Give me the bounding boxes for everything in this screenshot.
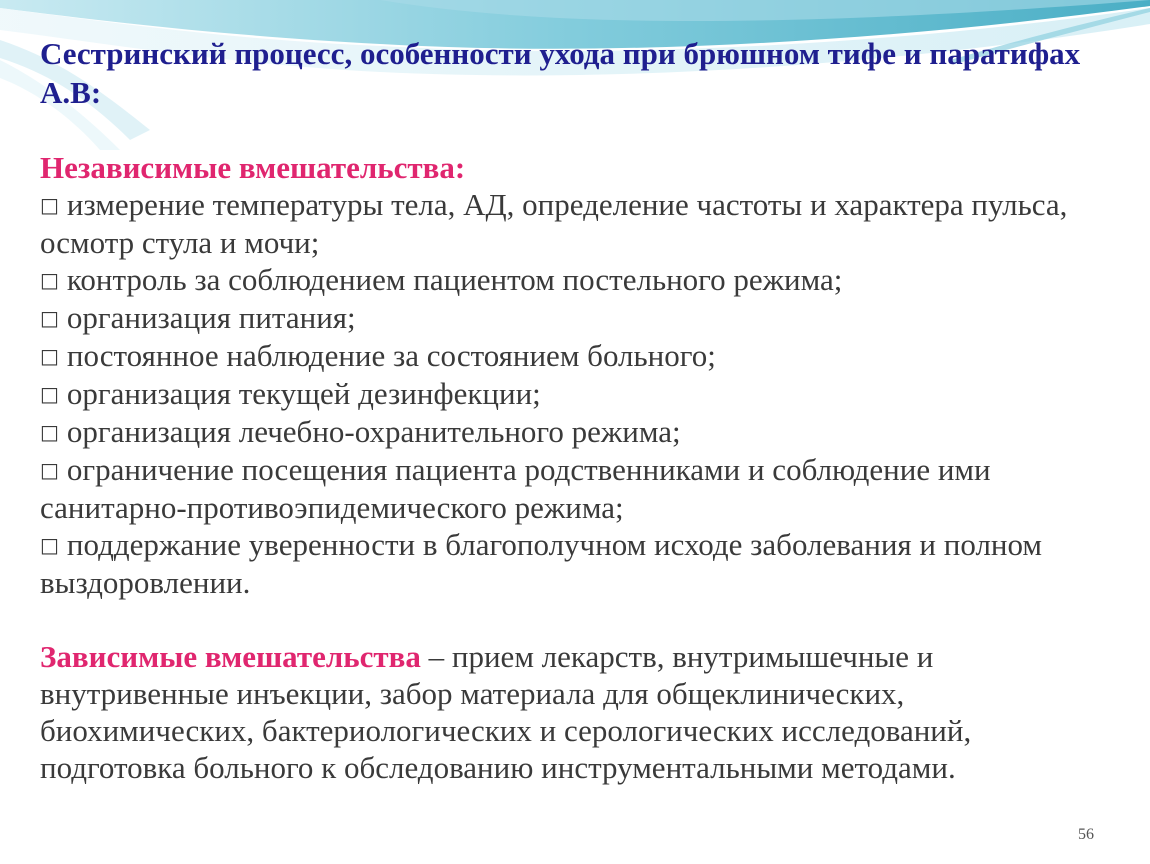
checkbox-bullet-icon: □ bbox=[40, 420, 59, 444]
list-item-text: организация питания; bbox=[66, 300, 356, 335]
slide-title: Сестринский процесс, особенности ухода при брюшном тифе и паратифах А.В: bbox=[40, 36, 1081, 110]
list-item-text: контроль за соблюдением пациентом постельного режима; bbox=[66, 262, 843, 297]
list-item bbox=[40, 526, 1115, 601]
list-item-text: ограничение посещения пациента родственниками и соблюдение ими санитарно-противоэпидемического режима; bbox=[40, 452, 991, 525]
list-item-text: организация лечебно-охранительного режима; bbox=[66, 414, 681, 449]
checkbox-bullet-icon: □ bbox=[40, 306, 59, 330]
list-item bbox=[40, 451, 1115, 526]
dependent-interventions-paragraph bbox=[40, 638, 1115, 786]
dependent-interventions-text: – прием лекарств, внутримышечные и внутривенные инъекции, забор материала для общеклинических, биохимических, бактериологических и серологических исследований, подготовка больного к обследованию инструментальными методами. bbox=[40, 639, 972, 785]
checkbox-bullet-icon: □ bbox=[40, 268, 59, 292]
list-item bbox=[40, 337, 1115, 375]
list-item-text: поддержание уверенности в благополучном исходе заболевания и полном выздоровлении. bbox=[40, 527, 1043, 600]
list-item bbox=[40, 413, 1115, 451]
checkbox-bullet-icon: □ bbox=[40, 193, 59, 217]
page-number: 56 bbox=[1078, 826, 1094, 843]
list-item bbox=[40, 299, 1115, 337]
checkbox-bullet-icon: □ bbox=[40, 458, 59, 482]
list-item-text: постоянное наблюдение за состоянием больного; bbox=[66, 338, 716, 373]
checkbox-bullet-icon: □ bbox=[40, 344, 59, 368]
independent-interventions-list bbox=[40, 186, 1115, 601]
slide-content bbox=[40, 34, 1115, 786]
list-item bbox=[40, 186, 1115, 261]
list-item bbox=[40, 375, 1115, 413]
list-item-text: организация текущей дезинфекции; bbox=[66, 376, 541, 411]
checkbox-bullet-icon: □ bbox=[40, 533, 59, 557]
list-item-text: измерение температуры тела, АД, определение частоты и характера пульса, осмотр стула и мочи; bbox=[40, 187, 1068, 260]
dependent-interventions-heading: Зависимые вмешательства bbox=[40, 639, 421, 674]
independent-interventions-heading: Независимые вмешательства: bbox=[40, 150, 466, 185]
checkbox-bullet-icon: □ bbox=[40, 382, 59, 406]
list-item bbox=[40, 261, 1115, 299]
